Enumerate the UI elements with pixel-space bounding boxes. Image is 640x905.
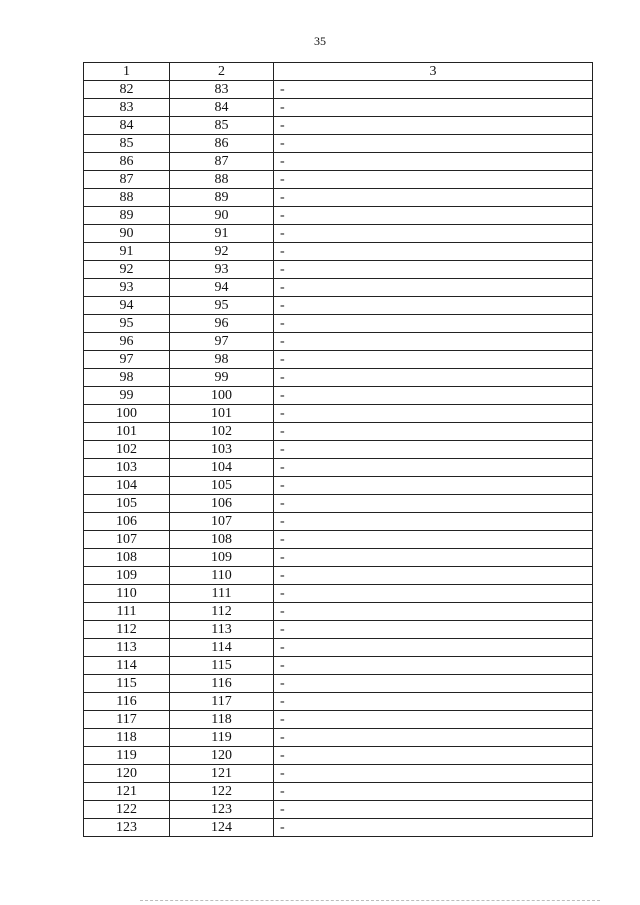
table-cell-col-1: 85 [84, 135, 170, 153]
table-cell-col-3: - [274, 261, 593, 279]
page-number: 35 [314, 34, 326, 48]
table-cell-col-2: 111 [170, 585, 274, 603]
table-cell-col-3: - [274, 621, 593, 639]
table-cell-col-1: 99 [84, 387, 170, 405]
table-cell-col-3: - [274, 171, 593, 189]
table-cell-col-3: - [274, 81, 593, 99]
table-cell-col-3: - [274, 423, 593, 441]
table-cell-col-3: - [274, 477, 593, 495]
table-cell-col-2: 103 [170, 441, 274, 459]
table-cell-col-2: 120 [170, 747, 274, 765]
table-cell-col-1: 87 [84, 171, 170, 189]
table-cell-col-2: 114 [170, 639, 274, 657]
table-cell-col-3: - [274, 405, 593, 423]
table-row [84, 333, 593, 351]
table-cell-col-2: 121 [170, 765, 274, 783]
table-cell-col-2: 107 [170, 513, 274, 531]
table-row [84, 135, 593, 153]
table-cell-col-1: 111 [84, 603, 170, 621]
table-row [84, 657, 593, 675]
table-row [84, 693, 593, 711]
table-cell-col-2: 106 [170, 495, 274, 513]
table-cell-col-2: 96 [170, 315, 274, 333]
table-row [84, 387, 593, 405]
table-cell-col-2: 99 [170, 369, 274, 387]
table-cell-col-2: 97 [170, 333, 274, 351]
table-cell-col-2: 102 [170, 423, 274, 441]
table-row [84, 117, 593, 135]
table-row [84, 279, 593, 297]
table-cell-col-1: 119 [84, 747, 170, 765]
table-cell-col-2: 84 [170, 99, 274, 117]
table-row [84, 675, 593, 693]
table-row [84, 225, 593, 243]
table-cell-col-3: - [274, 117, 593, 135]
table-row [84, 531, 593, 549]
table-cell-col-1: 93 [84, 279, 170, 297]
table-row [84, 549, 593, 567]
table-cell-col-1: 103 [84, 459, 170, 477]
table-cell-col-1: 105 [84, 495, 170, 513]
table-cell-col-1: 117 [84, 711, 170, 729]
table-cell-col-3: - [274, 747, 593, 765]
table-cell-col-2: 88 [170, 171, 274, 189]
data-table [83, 62, 593, 837]
table-row [84, 369, 593, 387]
table-cell-col-2: 95 [170, 297, 274, 315]
table-row [84, 81, 593, 99]
table-cell-col-1: 120 [84, 765, 170, 783]
table-cell-col-1: 82 [84, 81, 170, 99]
table-row [84, 495, 593, 513]
table-cell-col-1: 90 [84, 225, 170, 243]
table-cell-col-1: 89 [84, 207, 170, 225]
table-cell-col-1: 94 [84, 297, 170, 315]
table-body [84, 81, 593, 837]
table-cell-col-1: 112 [84, 621, 170, 639]
table-cell-col-1: 102 [84, 441, 170, 459]
table-cell-col-1: 88 [84, 189, 170, 207]
table-cell-col-3: - [274, 351, 593, 369]
table-row [84, 297, 593, 315]
table-row [84, 729, 593, 747]
table-row [84, 99, 593, 117]
table-cell-col-3: - [274, 225, 593, 243]
table-header-row [84, 63, 593, 81]
table-cell-col-1: 115 [84, 675, 170, 693]
table-cell-col-2: 112 [170, 603, 274, 621]
table-cell-col-3: - [274, 657, 593, 675]
table-cell-col-1: 95 [84, 315, 170, 333]
table-cell-col-3: - [274, 387, 593, 405]
table-cell-col-2: 119 [170, 729, 274, 747]
table-row [84, 783, 593, 801]
table-cell-col-1: 100 [84, 405, 170, 423]
table-row [84, 477, 593, 495]
table-cell-col-1: 109 [84, 567, 170, 585]
table-cell-col-3: - [274, 99, 593, 117]
table-cell-col-2: 104 [170, 459, 274, 477]
table-cell-col-1: 107 [84, 531, 170, 549]
table-cell-col-1: 92 [84, 261, 170, 279]
table-cell-col-2: 116 [170, 675, 274, 693]
table-cell-col-3: - [274, 531, 593, 549]
table-cell-col-2: 108 [170, 531, 274, 549]
table-cell-col-3: - [274, 711, 593, 729]
table-cell-col-2: 105 [170, 477, 274, 495]
table-cell-col-2: 123 [170, 801, 274, 819]
table-cell-col-3: - [274, 279, 593, 297]
table-cell-col-2: 90 [170, 207, 274, 225]
table-cell-col-2: 94 [170, 279, 274, 297]
table-cell-col-2: 124 [170, 819, 274, 837]
table-cell-col-1: 104 [84, 477, 170, 495]
table-row [84, 747, 593, 765]
table-row [84, 819, 593, 837]
table-cell-col-1: 110 [84, 585, 170, 603]
table-cell-col-2: 122 [170, 783, 274, 801]
table-cell-col-3: - [274, 495, 593, 513]
table-cell-col-2: 85 [170, 117, 274, 135]
table-cell-col-1: 101 [84, 423, 170, 441]
table-row [84, 207, 593, 225]
table-cell-col-3: - [274, 819, 593, 837]
table-cell-col-2: 91 [170, 225, 274, 243]
table-cell-col-2: 86 [170, 135, 274, 153]
table-cell-col-1: 116 [84, 693, 170, 711]
table-cell-col-2: 89 [170, 189, 274, 207]
table-cell-col-2: 101 [170, 405, 274, 423]
table-cell-col-2: 87 [170, 153, 274, 171]
table-row [84, 621, 593, 639]
table-cell-col-3: - [274, 567, 593, 585]
table-cell-col-1: 114 [84, 657, 170, 675]
column-header-1: 1 [84, 63, 170, 81]
table-row [84, 351, 593, 369]
table-cell-col-3: - [274, 315, 593, 333]
table-row [84, 585, 593, 603]
table-cell-col-1: 122 [84, 801, 170, 819]
table-cell-col-3: - [274, 207, 593, 225]
table-row [84, 513, 593, 531]
table-cell-col-3: - [274, 693, 593, 711]
table-cell-col-1: 118 [84, 729, 170, 747]
table-row [84, 153, 593, 171]
table-cell-col-2: 110 [170, 567, 274, 585]
table-cell-col-2: 92 [170, 243, 274, 261]
table-cell-col-2: 93 [170, 261, 274, 279]
table-row [84, 603, 593, 621]
table-cell-col-1: 121 [84, 783, 170, 801]
table-row [84, 423, 593, 441]
table-cell-col-3: - [274, 585, 593, 603]
table-cell-col-3: - [274, 639, 593, 657]
table-cell-col-3: - [274, 675, 593, 693]
table-cell-col-1: 97 [84, 351, 170, 369]
table-cell-col-1: 106 [84, 513, 170, 531]
table-cell-col-1: 86 [84, 153, 170, 171]
table-cell-col-1: 84 [84, 117, 170, 135]
table-row [84, 459, 593, 477]
column-header-2: 2 [170, 63, 274, 81]
table-row [84, 243, 593, 261]
table-cell-col-1: 123 [84, 819, 170, 837]
table-row [84, 171, 593, 189]
table-cell-col-3: - [274, 369, 593, 387]
table-cell-col-3: - [274, 783, 593, 801]
table-cell-col-2: 83 [170, 81, 274, 99]
table-cell-col-3: - [274, 603, 593, 621]
table-row [84, 801, 593, 819]
table-row [84, 315, 593, 333]
table-row [84, 441, 593, 459]
table-cell-col-3: - [274, 765, 593, 783]
table-cell-col-3: - [274, 549, 593, 567]
table-row [84, 765, 593, 783]
table-cell-col-1: 108 [84, 549, 170, 567]
table-cell-col-2: 100 [170, 387, 274, 405]
table-cell-col-2: 115 [170, 657, 274, 675]
table-row [84, 711, 593, 729]
table-cell-col-2: 113 [170, 621, 274, 639]
table-cell-col-1: 98 [84, 369, 170, 387]
table-cell-col-1: 83 [84, 99, 170, 117]
table-cell-col-3: - [274, 189, 593, 207]
table-cell-col-2: 98 [170, 351, 274, 369]
table-cell-col-3: - [274, 513, 593, 531]
table-cell-col-3: - [274, 297, 593, 315]
table-cell-col-3: - [274, 801, 593, 819]
table-cell-col-3: - [274, 441, 593, 459]
scan-artifact-line [140, 900, 600, 903]
table-row [84, 567, 593, 585]
table-row [84, 261, 593, 279]
table-row [84, 189, 593, 207]
table-cell-col-3: - [274, 243, 593, 261]
table-row [84, 405, 593, 423]
table-cell-col-2: 109 [170, 549, 274, 567]
table-cell-col-3: - [274, 333, 593, 351]
table-cell-col-2: 117 [170, 693, 274, 711]
table-cell-col-3: - [274, 153, 593, 171]
table-cell-col-1: 113 [84, 639, 170, 657]
table-cell-col-3: - [274, 729, 593, 747]
table-cell-col-1: 96 [84, 333, 170, 351]
table-cell-col-3: - [274, 459, 593, 477]
column-header-3: 3 [274, 63, 593, 81]
table-cell-col-3: - [274, 135, 593, 153]
table-cell-col-1: 91 [84, 243, 170, 261]
table-cell-col-2: 118 [170, 711, 274, 729]
table-row [84, 639, 593, 657]
